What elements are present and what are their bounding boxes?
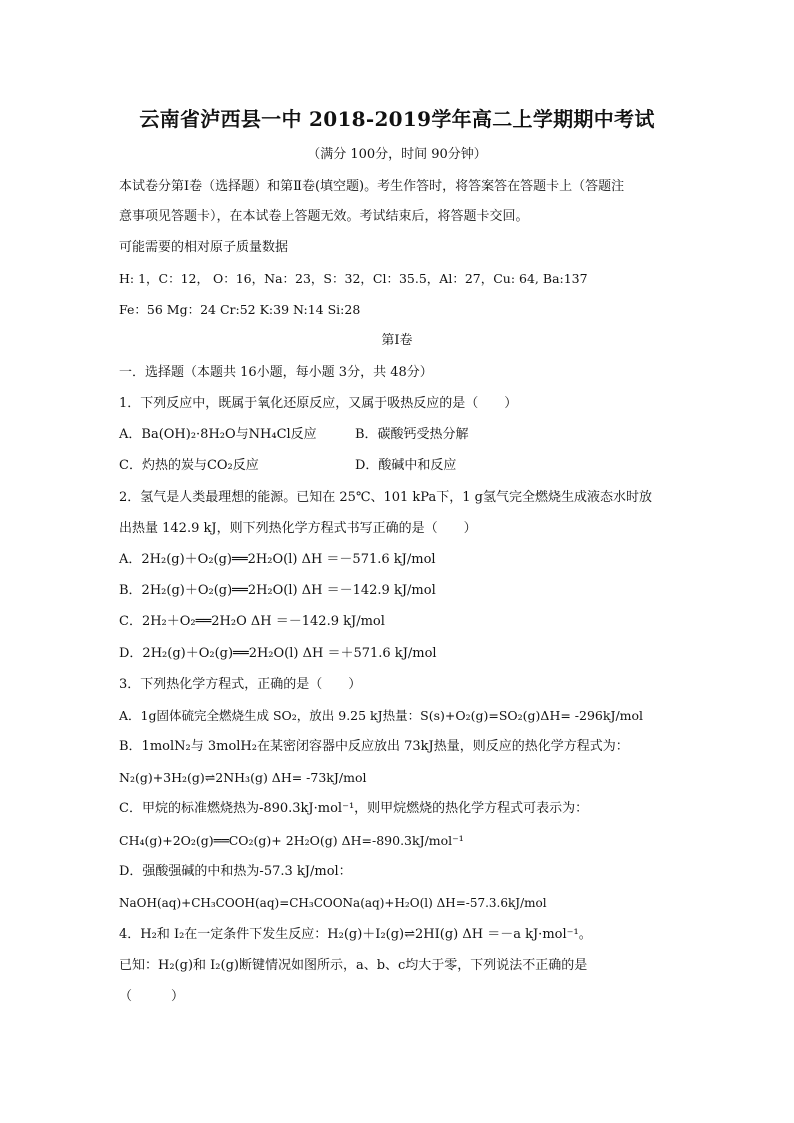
q4-stem-line-1: 4．H₂和 I₂在一定条件下发生反应：H₂(g)＋I₂(g)⇌2HI(g) ΔH ＝－a kJ·mol⁻¹。	[119, 927, 592, 942]
q3-stem: 3．下列热化学方程式，正确的是（ ）	[119, 677, 362, 692]
q1-option-d: D．酸碱中和反应	[355, 458, 457, 473]
part-heading: 一．选择题（本题共 16小题，每小题 3分，共 48分）	[119, 365, 433, 380]
atomic-mass-line-1: H: 1，C：12， O：16，Na：23，S：32，Cl：35.5，Al：27，Cu: 64, Ba:137	[119, 271, 588, 286]
exam-subtitle: （满分 100分，时间 90分钟）	[307, 147, 487, 162]
q2-option-d: D．2H₂(g)＋O₂(g)══2H₂O(l) ΔH ＝＋571.6 kJ/mol	[119, 646, 437, 661]
q1-stem: 1．下列反应中，既属于氧化还原反应，又属于吸热反应的是（ ）	[119, 396, 518, 411]
exam-title: 云南省泸西县一中 2018-2019学年高二上学期期中考试	[139, 107, 655, 131]
q1-option-a: A．Ba(OH)₂·8H₂O与NH₄Cl反应	[119, 427, 317, 442]
q3-option-a: A．1g固体硫完全燃烧生成 SO₂，放出 9.25 kJ热量：S(s)+O₂(g)=SO₂(g)ΔH= -296kJ/mol	[119, 708, 644, 723]
q4-stem-line-2: 已知：H₂(g)和 I₂(g)断键情况如图所示，a、b、c均大于零，下列说法不正确的是	[119, 958, 588, 973]
q2-option-b: B．2H₂(g)＋O₂(g)══2H₂O(l) ΔH ＝－142.9 kJ/mol	[119, 583, 436, 598]
q3-option-c-line-1: C．甲烷的标准燃烧热为-890.3kJ·mol⁻¹，则甲烷燃烧的热化学方程式可表示为：	[119, 801, 589, 816]
q3-option-d-line-1: D．强酸强碱的中和热为-57.3 kJ/mol：	[119, 864, 352, 879]
q3-option-b-line-1: B．1molN₂与 3molH₂在某密闭容器中反应放出 73kJ热量，则反应的热化学方程式为：	[119, 739, 629, 754]
q2-stem-line-2: 出热量 142.9 kJ，则下列热化学方程式书写正确的是（ ）	[119, 521, 477, 536]
q3-option-d-equation: NaOH(aq)+CH₃COOH(aq)=CH₃COONa(aq)+H₂O(l) ΔH=-57.3.6kJ/mol	[119, 896, 547, 910]
q2-stem-line-1: 2．氢气是人类最理想的能源。已知在 25℃、101 kPa下，1 g氢气完全燃烧生成液态水时放	[119, 490, 652, 505]
q1-option-c: C．灼热的炭与CO₂反应	[119, 458, 259, 473]
q2-option-a: A．2H₂(g)＋O₂(g)══2H₂O(l) ΔH ＝－571.6 kJ/mol	[119, 552, 436, 567]
atomic-mass-line-2: Fe：56 Mg：24 Cr:52 K:39 N:14 Si:28	[119, 302, 361, 317]
q1-option-b: B．碳酸钙受热分解	[355, 427, 469, 442]
intro-line-2: 意事项见答题卡），在本试卷上答题无效。考试结束后，将答题卡交回。	[119, 209, 529, 224]
intro-line-3: 可能需要的相对原子质量数据	[119, 240, 289, 255]
section-label: 第Ⅰ卷	[381, 333, 413, 348]
q2-option-c: C．2H₂＋O₂══2H₂O ΔH ＝－142.9 kJ/mol	[119, 614, 385, 629]
intro-line-1: 本试卷分第Ⅰ卷（选择题）和第Ⅱ卷(填空题)。考生作答时，将答案答在答题卡上（答题注	[119, 179, 625, 194]
q3-option-c-equation: CH₄(g)+2O₂(g)══CO₂(g)+ 2H₂O(g) ΔH=-890.3kJ/mol⁻¹	[119, 833, 464, 848]
q4-stem-line-3: （ ）	[119, 989, 185, 1004]
q3-option-b-equation: N₂(g)+3H₂(g)⇌2NH₃(g) ΔH= -73kJ/mol	[119, 770, 367, 785]
